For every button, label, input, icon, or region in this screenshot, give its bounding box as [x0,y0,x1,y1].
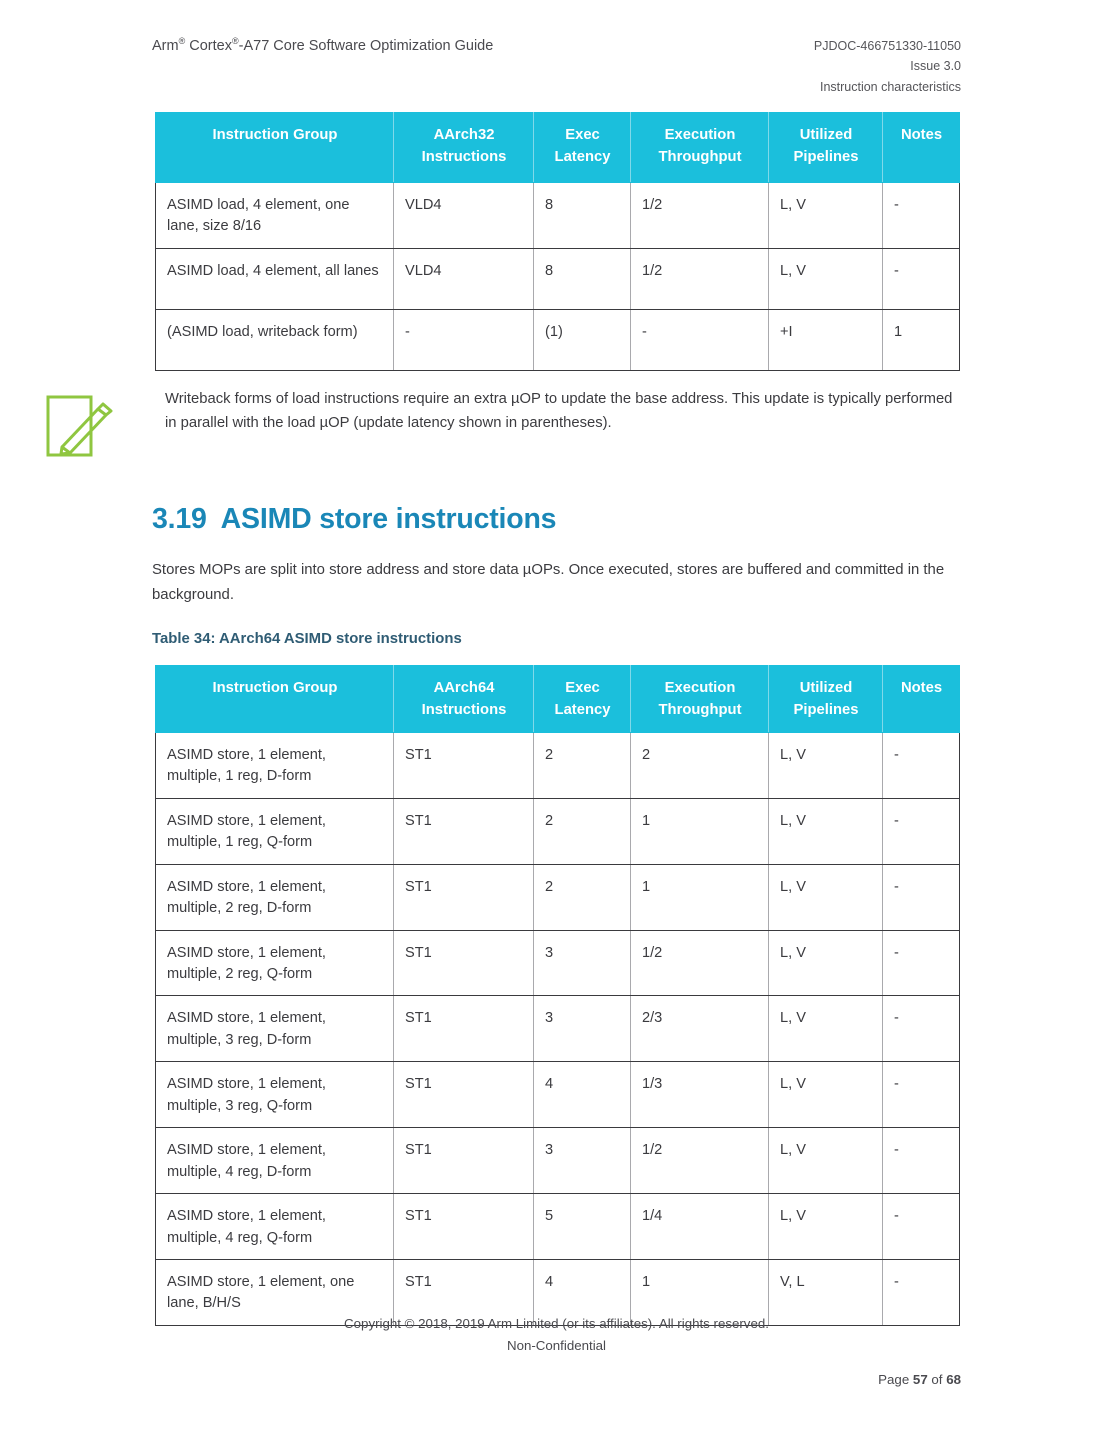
cell-execution-throughput: 1 [631,798,769,864]
column-header-line2: Throughput [658,149,742,166]
column-header-exec-latency [534,666,631,733]
column-header-line1: Execution [664,680,736,696]
cell-exec-latency: (1) [534,309,631,370]
cell-instruction-group: ASIMD store, 1 element, one lane, B/H/S [156,1259,394,1325]
column-header-line1: Utilized [799,127,853,143]
table-header-row [156,666,960,733]
document-id: PJDOC-466751330-11050 [813,39,961,53]
column-header-notes [883,666,960,733]
cell-notes: 1 [883,309,960,370]
table-header-row [156,113,960,183]
column-header-execution-throughput [631,113,769,183]
column-header-utilized-pipelines [769,113,883,183]
table-caption: Table 34: AArch64 ASIMD store instructions [152,631,462,647]
cell-execution-throughput: 2/3 [631,996,769,1062]
cell-utilized-pipelines: L, V [769,996,883,1062]
cell-instructions: - [394,309,534,370]
column-header-exec-latency [534,113,631,183]
cell-execution-throughput: 1/3 [631,1062,769,1128]
cell-utilized-pipelines: L, V [769,1062,883,1128]
column-header-line1: Exec [565,680,600,696]
section-paragraph: Stores MOPs are split into store address and store data µOPs. Once executed, stores are buffered and committed in the background. [152,562,945,603]
page-of: of [927,1372,947,1388]
cell-exec-latency: 4 [534,1259,631,1325]
cell-instructions: ST1 [394,1128,534,1194]
table-row [156,183,960,249]
table-row [156,1194,960,1260]
cell-instruction-group: ASIMD store, 1 element, multiple, 2 reg, Q-form [156,930,394,996]
cell-execution-throughput: - [631,309,769,370]
cell-utilized-pipelines: L, V [769,1194,883,1260]
cell-exec-latency: 3 [534,996,631,1062]
page-footer [152,1313,961,1387]
cell-exec-latency: 3 [534,1128,631,1194]
column-header-line1: Instruction Group [212,680,338,696]
column-header-line2: Pipelines [793,149,859,166]
column-header-line2: Instructions [421,149,507,166]
aarch64-asimd-store-table [155,665,960,1326]
section-number: 3.19 [152,503,207,535]
cell-utilized-pipelines: L, V [769,732,883,798]
column-header-instruction-group [156,666,394,733]
column-header-line1: Notes [900,127,943,143]
cell-execution-throughput: 2 [631,732,769,798]
column-header-instructions [394,666,534,733]
column-header-line2: Latency [554,702,611,719]
cell-notes: - [883,732,960,798]
table-row [156,798,960,864]
cell-instructions: ST1 [394,996,534,1062]
document-chapter: Instruction characteristics [819,79,961,94]
table-row [156,248,960,309]
document-title-text: Arm® Cortex®-A77 Core Software Optimization Guide [152,36,494,54]
cell-notes: - [883,930,960,996]
column-header-line1: AArch32 [433,127,495,143]
section-title: ASIMD store instructions [220,503,557,535]
cell-notes: - [883,1062,960,1128]
table-row [156,1062,960,1128]
section-heading [152,503,556,536]
page-number [152,1372,961,1387]
column-header-line1: Exec [565,127,600,143]
cell-exec-latency: 3 [534,930,631,996]
note-callout [44,385,959,475]
column-header-line1: Notes [900,680,943,696]
column-header-line1: Utilized [799,680,853,696]
cell-execution-throughput: 1/2 [631,1128,769,1194]
cell-utilized-pipelines: L, V [769,248,883,309]
cell-execution-throughput: 1/2 [631,930,769,996]
cell-instruction-group: ASIMD store, 1 element, multiple, 4 reg, Q-form [156,1194,394,1260]
table-row [156,864,960,930]
cell-exec-latency: 2 [534,864,631,930]
cell-exec-latency: 2 [534,798,631,864]
page-prefix: Page [878,1372,913,1388]
cell-instruction-group: ASIMD load, 4 element, one lane, size 8/16 [156,183,394,249]
cell-notes: - [883,798,960,864]
cell-exec-latency: 2 [534,732,631,798]
cell-instruction-group: ASIMD store, 1 element, multiple, 3 reg, D-form [156,996,394,1062]
cell-notes: - [883,1259,960,1325]
copyright-text: Copyright © 2018, 2019 Arm Limited (or its affiliates). All rights reserved. [344,1316,769,1331]
cell-utilized-pipelines: L, V [769,798,883,864]
note-text: Writeback forms of load instructions require an extra µOP to update the base address. This update is typically performed in parallel with the load µOP (update latency shown in parentheses). [165,391,953,431]
document-title [152,36,493,54]
cell-exec-latency: 4 [534,1062,631,1128]
cell-instructions: ST1 [394,930,534,996]
column-header-execution-throughput [631,666,769,733]
cell-instructions: ST1 [394,732,534,798]
cell-notes: - [883,996,960,1062]
column-header-line2: Latency [554,149,611,166]
cell-instructions: ST1 [394,1194,534,1260]
cell-instructions: VLD4 [394,248,534,309]
cell-utilized-pipelines: V, L [769,1259,883,1325]
confidentiality-text: Non-Confidential [506,1337,607,1353]
cell-notes: - [883,183,960,249]
cell-instruction-group: ASIMD store, 1 element, multiple, 2 reg, D-form [156,864,394,930]
cell-notes: - [883,1194,960,1260]
cell-instruction-group: ASIMD store, 1 element, multiple, 4 reg, D-form [156,1128,394,1194]
cell-notes: - [883,248,960,309]
cell-utilized-pipelines: +I [769,309,883,370]
column-header-line1: Instruction Group [212,127,338,143]
page-current: 57 [912,1372,928,1388]
cell-instruction-group: ASIMD store, 1 element, multiple, 3 reg, Q-form [156,1062,394,1128]
cell-execution-throughput: 1/2 [631,183,769,249]
column-header-instruction-group [156,113,394,183]
table-row [156,996,960,1062]
cell-utilized-pipelines: L, V [769,1128,883,1194]
table-row [156,732,960,798]
cell-utilized-pipelines: L, V [769,183,883,249]
column-header-line1: Execution [664,127,736,143]
cell-execution-throughput: 1/2 [631,248,769,309]
cell-instruction-group: ASIMD store, 1 element, multiple, 1 reg, Q-form [156,798,394,864]
table-row [156,1128,960,1194]
cell-exec-latency: 8 [534,248,631,309]
cell-utilized-pipelines: L, V [769,930,883,996]
table-row [156,930,960,996]
cell-notes: - [883,1128,960,1194]
column-header-utilized-pipelines [769,666,883,733]
cell-instructions: ST1 [394,864,534,930]
cell-instructions: ST1 [394,798,534,864]
cell-execution-throughput: 1 [631,864,769,930]
header-meta [814,36,961,97]
cell-instruction-group: (ASIMD load, writeback form) [156,309,394,370]
cell-execution-throughput: 1/4 [631,1194,769,1260]
footer-copyright [152,1313,961,1356]
cell-instruction-group: ASIMD load, 4 element, all lanes [156,248,394,309]
column-header-notes [883,113,960,183]
note-pencil-icon [44,387,116,459]
column-header-line2: Instructions [421,702,507,719]
cell-execution-throughput: 1 [631,1259,769,1325]
cell-instructions: VLD4 [394,183,534,249]
cell-utilized-pipelines: L, V [769,864,883,930]
cell-exec-latency: 8 [534,183,631,249]
column-header-instructions [394,113,534,183]
aarch32-asimd-load-table [155,112,960,371]
page-header [152,36,961,96]
cell-notes: - [883,864,960,930]
table-row [156,309,960,370]
cell-instruction-group: ASIMD store, 1 element, multiple, 1 reg, D-form [156,732,394,798]
column-header-line2: Pipelines [793,702,859,719]
cell-instructions: ST1 [394,1259,534,1325]
column-header-line1: AArch64 [433,680,495,696]
page-total: 68 [946,1372,961,1388]
document-issue: Issue 3.0 [910,59,961,74]
column-header-line2: Throughput [658,702,742,719]
cell-exec-latency: 5 [534,1194,631,1260]
cell-instructions: ST1 [394,1062,534,1128]
